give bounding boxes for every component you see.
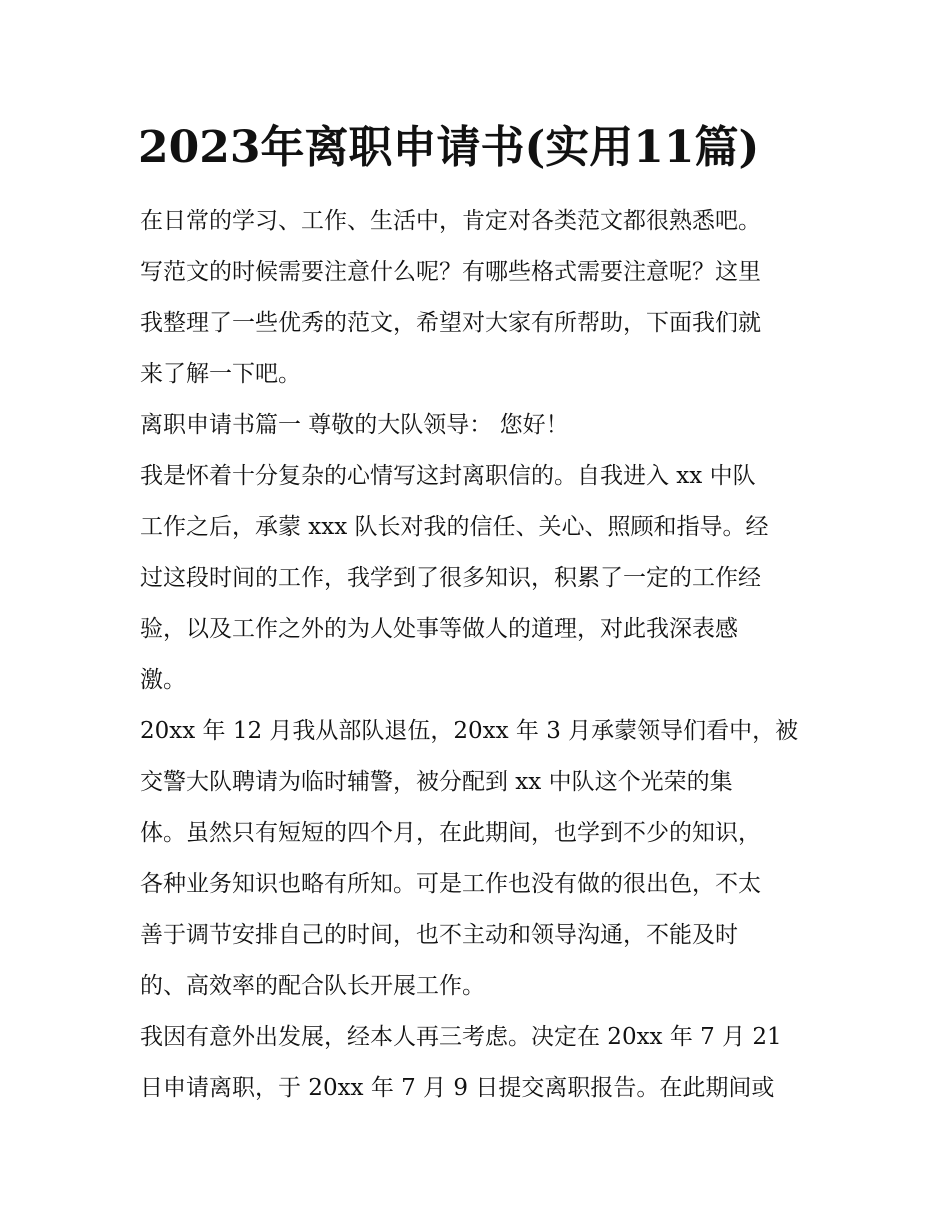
paragraph-line: 在日常的学习、工作、生活中，肯定对各类范文都很熟悉吧。 — [140, 208, 761, 234]
paragraph-line: 我因有意外出发展，经本人再三考虑。决定在 20xx 年 7 月 21 — [140, 1024, 782, 1050]
section-heading-line: 离职申请书篇一 尊敬的大队领导： 您好！ — [140, 412, 569, 438]
paragraph-line: 善于调节安排自己的时间，也不主动和领导沟通，不能及时 — [140, 922, 738, 948]
paragraph-line: 工作之后，承蒙 xxx 队长对我的信任、关心、照顾和指导。经 — [140, 514, 769, 540]
paragraph-line: 验，以及工作之外的为人处事等做人的道理，对此我深表感 — [140, 616, 738, 642]
paragraph-line: 激。 — [140, 667, 186, 693]
paragraph-line: 我是怀着十分复杂的心情写这封离职信的。自我进入 xx 中队 — [140, 463, 756, 489]
paragraph-line: 各种业务知识也略有所知。可是工作也没有做的很出色，不太 — [140, 871, 761, 897]
paragraph-line: 过这段时间的工作，我学到了很多知识，积累了一定的工作经 — [140, 565, 761, 591]
document-title: 2023年离职申请书(实用11篇) — [138, 122, 760, 173]
paragraph-line: 的、高效率的配合队长开展工作。 — [140, 973, 485, 999]
paragraph-line: 我整理了一些优秀的范文，希望对大家有所帮助，下面我们就 — [140, 310, 761, 336]
paragraph-line: 体。虽然只有短短的四个月，在此期间，也学到不少的知识， — [140, 820, 761, 846]
paragraph-line: 交警大队聘请为临时辅警，被分配到 xx 中队这个光荣的集 — [140, 769, 733, 795]
paragraph-line: 20xx 年 12 月我从部队退伍，20xx 年 3 月承蒙领导们看中，被 — [140, 718, 799, 744]
document-body — [140, 196, 820, 1114]
paragraph-line: 来了解一下吧。 — [140, 361, 301, 387]
paragraph-line: 日申请离职，于 20xx 年 7 月 9 日提交离职报告。在此期间或 — [140, 1075, 775, 1101]
paragraph-line: 写范文的时候需要注意什么呢？有哪些格式需要注意呢？这里 — [140, 259, 761, 285]
